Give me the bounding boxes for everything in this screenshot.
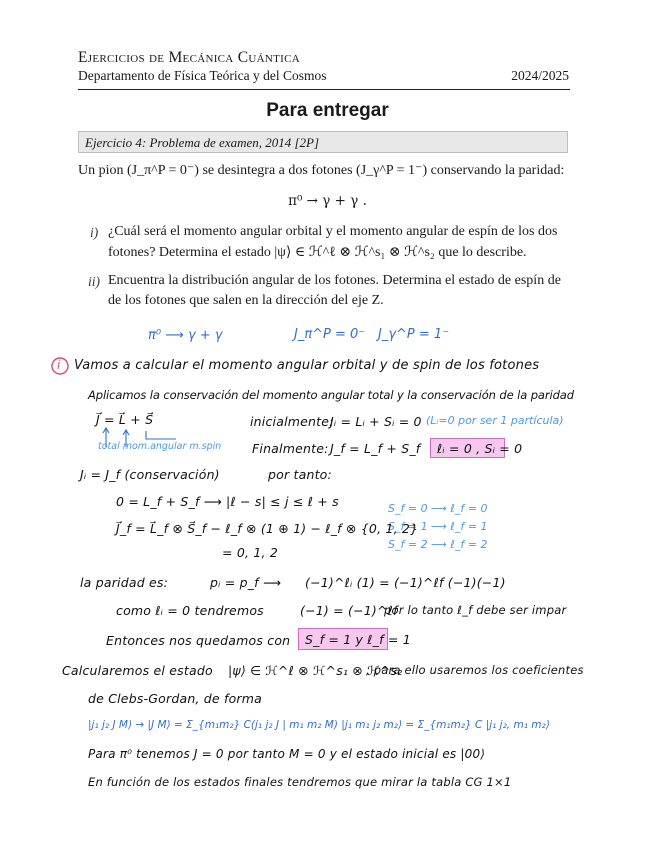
section-title: Para entregar <box>266 100 389 121</box>
hw-sf-0: S_f = 0 ⟶ ℓ_f = 0 <box>388 502 488 515</box>
hw-calc-end: , para ello usaremos los coeficientes <box>366 663 584 677</box>
hw-sf-1: S_f = 1 ⟶ ℓ_f = 1 <box>388 520 488 533</box>
hw-j-pion: J_π^P = 0⁻ <box>294 327 366 342</box>
item-marker: i <box>57 358 61 372</box>
item-2-line-2: de los fotones que salen en la dirección del eje Z. <box>108 293 384 308</box>
document-title: Ejercicios de Mecánica Cuántica <box>78 49 300 66</box>
hw-initial-eq: Jᵢ = Lᵢ + Sᵢ = 0 <box>330 414 422 429</box>
hw-heading: Vamos a calcular el momento angular orbital y de spin de los fotones <box>74 358 540 373</box>
item-2-line-1: Encuentra la distribución angular de los fotones. Determina el estado de espín de <box>108 273 561 288</box>
hw-como: como ℓᵢ = 0 tendremos <box>116 603 264 618</box>
hw-final-label: Finalmente: <box>252 441 329 456</box>
hw-box-initial <box>430 438 523 458</box>
hw-como-end: por lo tanto ℓ_f debe ser impar <box>384 603 567 617</box>
academic-year: 2024/2025 <box>511 68 569 83</box>
hw-j-equation: J⃗ = L⃗ + S⃗ <box>96 412 154 427</box>
hw-coupling: J⃗_f = L⃗_f ⊗ S⃗_f − ℓ_f ⊗ (1 ⊕ 1) − ℓ_f ⊗ {0, 1, 2} <box>116 521 419 536</box>
hw-initial-label: inicialmente: <box>250 414 334 429</box>
hw-conservation: Jᵢ = J_f (conservación) <box>80 467 220 482</box>
hw-box-final <box>298 628 411 650</box>
hw-pi0: Para π⁰ tenemos J = 0 por tanto M = 0 y el estado inicial es |00⟩ <box>88 747 486 761</box>
hw-j-labels: total mom.angular m.spin <box>98 441 222 452</box>
item-1-line-2: fotones? Determina el estado |ψ⟩ ∈ ℋ^ℓ ⊗ ℋ^s₁ ⊗ ℋ^s₂ que lo describe. <box>108 245 527 260</box>
hw-range: 0 = L_f + S_f ⟶ |ℓ − s| ≤ j ≤ ℓ + s <box>116 494 339 509</box>
exercise-heading: Ejercicio 4: Problema de examen, 2014 [2P] <box>85 135 320 150</box>
hw-calc-state: |ψ⟩ ∈ ℋ^ℓ ⊗ ℋ^s₁ ⊗ ℋ^s₂ <box>228 663 403 678</box>
hw-como-eq: (−1) = (−1)^ℓf <box>300 603 398 618</box>
hw-calc: Calcularemos el estado <box>62 663 213 678</box>
item-1-line-1: ¿Cuál será el momento angular orbital y el momento angular de espín de los dos <box>108 224 558 239</box>
hw-final-states: En función de los estados finales tendremos que mirar la tabla CG 1×1 <box>88 775 512 789</box>
hw-reaction: π⁰ ⟶ γ + γ <box>148 328 223 343</box>
hw-coupling-result: = 0, 1, 2 <box>222 545 278 560</box>
hw-box-final-text: S_f = 1 y ℓ_f = 1 <box>305 632 411 647</box>
hw-box-initial-text: ℓᵢ = 0 , Sᵢ = 0 <box>437 441 523 456</box>
hw-final-eq: J_f = L_f + S_f <box>330 441 421 456</box>
hw-entonces: Entonces nos quedamos con <box>106 633 291 648</box>
item-1-label: i) <box>90 225 99 240</box>
hw-por-tanto: por tanto: <box>268 467 332 482</box>
hw-parity-eq: pᵢ = p_f ⟶ <box>210 575 282 590</box>
hw-sf-2: S_f = 2 ⟶ ℓ_f = 2 <box>388 538 488 551</box>
item-2-label: ii) <box>88 274 100 289</box>
hw-parity-label: la paridad es: <box>80 575 169 590</box>
decay-equation: π⁰ → γ + γ . <box>288 193 367 209</box>
hw-j-gamma: J_γ^P = 1⁻ <box>378 327 450 342</box>
department-name: Departamento de Física Teórica y del Cosmos <box>78 68 327 83</box>
hw-parity-rhs: (−1)^ℓᵢ (1) = (−1)^ℓf (−1)(−1) <box>305 575 506 590</box>
exercise-intro: Un pion (J_π^P = 0⁻) se desintegra a dos fotones (J_γ^P = 1⁻) conservando la paridad: <box>78 163 565 178</box>
header-rule <box>78 89 570 90</box>
exercise-heading-box <box>78 131 568 153</box>
hw-apply: Aplicamos la conservación del momento angular total y la conservación de la paridad <box>88 388 574 402</box>
hw-cg-formula: |j₁ j₂ J M⟩ → |J M⟩ = Σ_{m₁m₂} C(j₁ j₂ J | m₁ m₂ M) |j₁ m₁ j₂ m₂⟩ = Σ_{m₁m₂} C |j₁ j₂, m₁ m₂⟩ <box>88 719 550 731</box>
hw-initial-note: (Lᵢ=0 por ser 1 partícula) <box>426 414 564 427</box>
hw-cg-line: de Clebs-Gordan, de forma <box>88 691 263 706</box>
